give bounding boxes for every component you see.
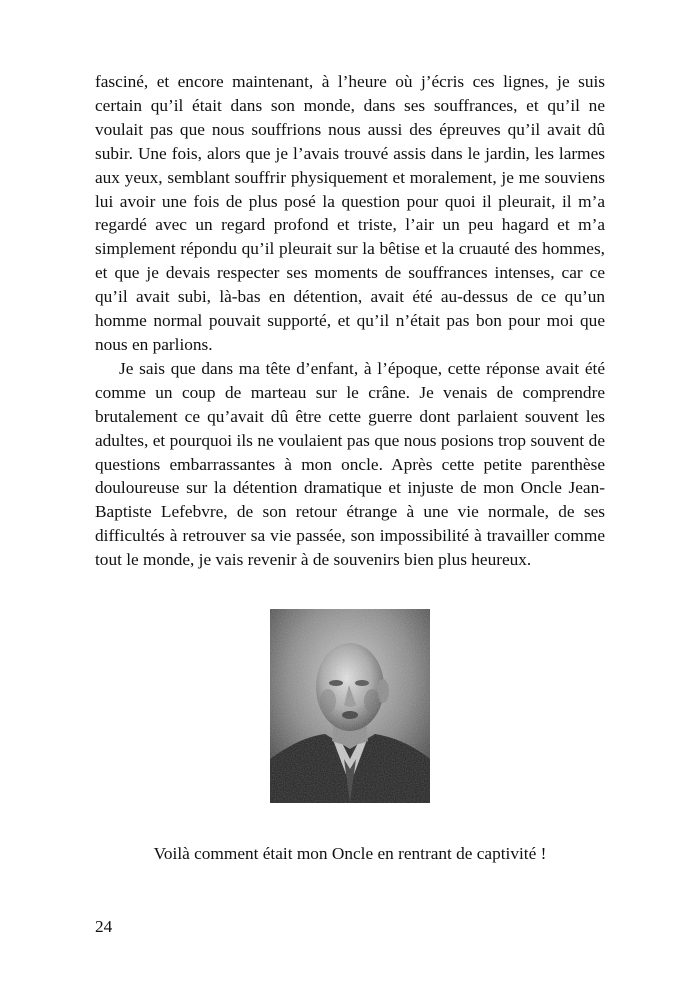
paragraph-2: Je sais que dans ma tête d’enfant, à l’époque, cette réponse avait été comme un coup de marteau sur le crâne. Je venais de comprendre brutalement ce qu’avait dû être cette guerre dont parlaient souvent les adultes, et pourquoi ils ne voulaient pas que nous posions trop souvent de questions embarrassantes à mon oncle. Après cette petite parenthèse douloureuse sur la détention dramatique et injuste de mon Oncle Jean-Baptiste Lefebvre, de son retour étrange à une vie normale, de ses difficultés à retrouver sa vie passée, son impossibilité à travailler comme tout le monde, je vais revenir à de souvenirs bien plus heureux.	[95, 358, 605, 570]
body-text	[95, 70, 605, 572]
paragraph-1: fasciné, et encore maintenant, à l’heure où j’écris ces lignes, je suis certain qu’il était dans son monde, dans ses souffrances, et qu’il ne voulait pas que nous souffrions nous aussi des épreuves qu’il avait dû subir. Une fois, alors que je l’avais trouvé assis dans le jardin, les larmes aux yeux, semblant souffrir physiquement et moralement, je me souviens lui avoir une fois de plus posé la question pour quoi il pleurait, il m’a regardé avec un regard profond et triste, l’air un peu hagard et m’a simplement répondu qu’il pleurait sur la bêtise et la cruauté des hommes, et que je devais respecter ses moments de souffrances intenses, car ce qu’il avait subi, là-bas en détention, avait été au-dessus de ce qu’un homme normal pouvait supporté, et qu’il n’était pas bon pour moi que nous en parlions.	[95, 72, 605, 354]
portrait-image	[270, 609, 430, 803]
portrait-photo	[270, 609, 430, 803]
page-number: 24	[95, 917, 113, 936]
photo-caption: Voilà comment était mon Oncle en rentrant de captivité !	[153, 844, 547, 863]
